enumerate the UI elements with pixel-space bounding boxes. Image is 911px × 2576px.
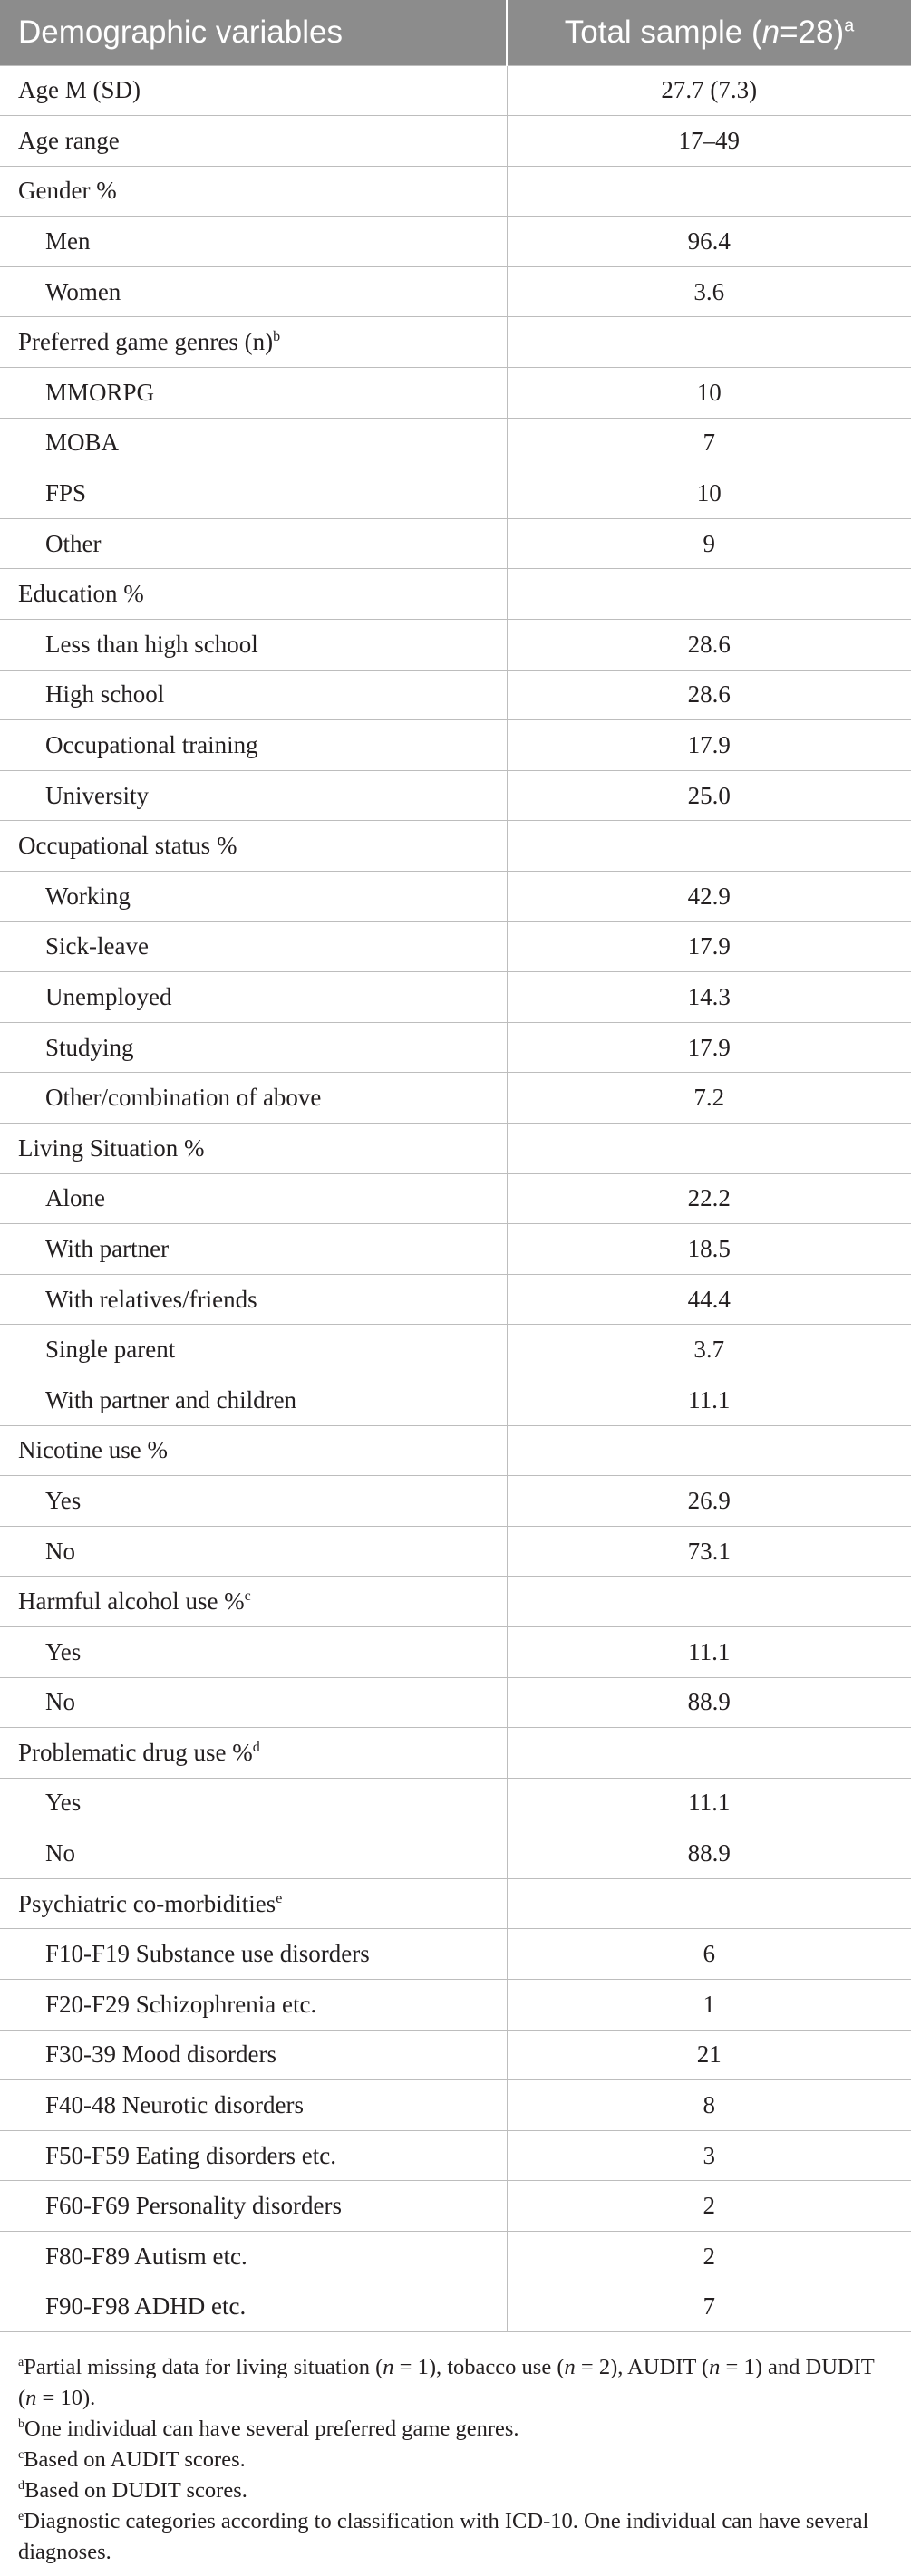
table-row — [0, 821, 911, 872]
row-label-cell — [0, 720, 507, 771]
table-footnotes — [0, 2332, 911, 2568]
row-label: MOBA — [45, 429, 120, 457]
row-label: Alone — [45, 1184, 105, 1212]
row-value: 10 — [507, 368, 911, 419]
row-label-cell — [0, 217, 507, 267]
table-row — [0, 921, 911, 972]
footnote-d — [18, 2475, 893, 2506]
table-row — [0, 1224, 911, 1275]
row-label: Occupational training — [45, 731, 258, 759]
row-footnote-mark: b — [273, 329, 281, 345]
row-label-cell — [0, 972, 507, 1023]
footnote-a — [18, 2352, 893, 2414]
row-label-cell — [0, 1425, 507, 1476]
row-value: 21 — [507, 2030, 911, 2080]
row-value: 26.9 — [507, 1476, 911, 1527]
row-value: 96.4 — [507, 217, 911, 267]
footnote-c-text: Based on AUDIT scores. — [24, 2447, 246, 2473]
row-label: MMORPG — [45, 378, 155, 406]
row-label-cell — [0, 166, 507, 217]
row-value — [507, 1123, 911, 1173]
row-label: F90-F98 ADHD etc. — [45, 2292, 247, 2320]
table-row — [0, 2080, 911, 2131]
row-label: F10-F19 Substance use disorders — [45, 1940, 370, 1968]
row-label-cell — [0, 2232, 507, 2282]
row-label: No — [45, 1839, 75, 1867]
row-value: 11.1 — [507, 1778, 911, 1828]
row-label: F50-F59 Eating disorders etc. — [45, 2141, 336, 2169]
table-row — [0, 518, 911, 569]
row-label-cell — [0, 65, 507, 116]
table-row — [0, 1375, 911, 1425]
row-value — [507, 1728, 911, 1779]
row-label-cell — [0, 620, 507, 671]
row-label: High school — [45, 680, 165, 709]
table-body — [0, 65, 911, 2332]
footnote-e-text: Diagnostic categories according to classification with ICD-10. One individual can have several diagnoses. — [18, 2509, 869, 2565]
row-label-cell — [0, 368, 507, 419]
table-row — [0, 2130, 911, 2181]
row-value: 11.1 — [507, 1626, 911, 1677]
table-row — [0, 770, 911, 821]
row-label: Sick-leave — [45, 932, 149, 960]
footnote-c-mark: c — [18, 2448, 24, 2463]
row-value — [507, 1425, 911, 1476]
row-label: Yes — [45, 1637, 82, 1665]
row-label-cell — [0, 1980, 507, 2031]
row-label: University — [45, 781, 149, 809]
row-label-cell — [0, 518, 507, 569]
row-label-cell — [0, 1728, 507, 1779]
row-label: F60-F69 Personality disorders — [45, 2192, 342, 2220]
header-total-sample-suffix: =28) — [780, 14, 845, 50]
table-row — [0, 1425, 911, 1476]
row-value — [507, 317, 911, 368]
table-row — [0, 166, 911, 217]
footnote-e-mark: e — [18, 2510, 24, 2524]
footnote-d-text: Based on DUDIT scores. — [24, 2478, 247, 2504]
table-row — [0, 1677, 911, 1728]
row-label: Preferred game genres (n) — [18, 328, 274, 356]
row-value: 11.1 — [507, 1375, 911, 1425]
table-row — [0, 2282, 911, 2332]
row-label: Other/combination of above — [45, 1084, 322, 1112]
row-label-cell — [0, 266, 507, 317]
row-value — [507, 166, 911, 217]
row-label-cell — [0, 1123, 507, 1173]
row-value: 3.6 — [507, 266, 911, 317]
row-label-cell — [0, 1929, 507, 1980]
row-label-cell — [0, 872, 507, 922]
row-label-cell — [0, 821, 507, 872]
row-label-cell — [0, 1626, 507, 1677]
row-label: F40-48 Neurotic disorders — [45, 2091, 304, 2119]
table-row — [0, 368, 911, 419]
row-value: 7 — [507, 418, 911, 468]
row-label-cell — [0, 1073, 507, 1124]
table-row — [0, 620, 911, 671]
row-value: 42.9 — [507, 872, 911, 922]
row-value: 3 — [507, 2130, 911, 2181]
row-label-cell — [0, 1476, 507, 1527]
row-value: 28.6 — [507, 670, 911, 720]
row-value: 73.1 — [507, 1526, 911, 1577]
row-value: 2 — [507, 2232, 911, 2282]
row-footnote-mark: c — [244, 1588, 251, 1605]
footnote-c — [18, 2445, 893, 2475]
row-label: Less than high school — [45, 630, 258, 658]
table-row — [0, 1980, 911, 2031]
row-label: Other — [45, 529, 102, 557]
row-label-cell — [0, 1778, 507, 1828]
row-label: F80-F89 Autism etc. — [45, 2242, 247, 2270]
footnote-a-text-1: Partial missing data for living situation ( — [24, 2355, 383, 2380]
row-value — [507, 569, 911, 620]
table-row — [0, 1828, 911, 1879]
footnote-b — [18, 2414, 893, 2445]
table-row — [0, 1577, 911, 1627]
row-label-cell — [0, 317, 507, 368]
footnote-e — [18, 2506, 893, 2568]
row-value: 17–49 — [507, 116, 911, 167]
table-row — [0, 670, 911, 720]
row-label: Yes — [45, 1789, 82, 1817]
table-row — [0, 872, 911, 922]
row-label-cell — [0, 1274, 507, 1325]
table-row — [0, 317, 911, 368]
row-label-cell — [0, 1577, 507, 1627]
header-total-sample-prefix: Total sample ( — [564, 14, 762, 50]
footnote-a-n2: n — [564, 2355, 576, 2380]
table-header-row — [0, 0, 911, 65]
row-value: 44.4 — [507, 1274, 911, 1325]
row-value: 17.9 — [507, 720, 911, 771]
row-label: FPS — [45, 479, 87, 507]
row-label: No — [45, 1688, 75, 1716]
table-row — [0, 1476, 911, 1527]
row-label: Single parent — [45, 1336, 176, 1364]
row-label: Occupational status % — [18, 832, 237, 860]
row-label-cell — [0, 1022, 507, 1073]
table-row — [0, 1173, 911, 1224]
row-label-cell — [0, 1224, 507, 1275]
row-value — [507, 821, 911, 872]
row-value: 18.5 — [507, 1224, 911, 1275]
row-value: 6 — [507, 1929, 911, 1980]
table-row — [0, 1878, 911, 1929]
footnote-b-text: One individual can have several preferred game genres. — [24, 2417, 519, 2442]
row-label-cell — [0, 1677, 507, 1728]
table-row — [0, 720, 911, 771]
row-value: 88.9 — [507, 1677, 911, 1728]
footnote-a-text-4: = 1) and DUDIT ( — [18, 2355, 875, 2411]
row-value: 9 — [507, 518, 911, 569]
row-label-cell — [0, 1526, 507, 1577]
row-label: Gender % — [18, 177, 117, 205]
table-row — [0, 468, 911, 519]
row-label-cell — [0, 569, 507, 620]
table-row — [0, 1022, 911, 1073]
row-value: 2 — [507, 2181, 911, 2232]
footnote-a-text-2: = 1), tobacco use ( — [393, 2355, 565, 2380]
header-demographic-variables: Demographic variables — [0, 0, 507, 65]
row-value: 7 — [507, 2282, 911, 2332]
row-value: 17.9 — [507, 921, 911, 972]
row-label: With partner — [45, 1234, 170, 1262]
row-label-cell — [0, 1325, 507, 1375]
header-n: n — [761, 14, 780, 50]
row-label: Studying — [45, 1033, 134, 1061]
row-value: 14.3 — [507, 972, 911, 1023]
row-value: 22.2 — [507, 1173, 911, 1224]
footnote-a-n1: n — [383, 2355, 394, 2380]
table-row — [0, 1325, 911, 1375]
row-value: 7.2 — [507, 1073, 911, 1124]
row-label-cell — [0, 670, 507, 720]
row-label-cell — [0, 921, 507, 972]
row-label: No — [45, 1537, 75, 1565]
row-label: F20-F29 Schizophrenia etc. — [45, 1990, 317, 2018]
row-value: 10 — [507, 468, 911, 519]
table-row — [0, 266, 911, 317]
footnote-a-text-3: = 2), AUDIT ( — [575, 2355, 710, 2380]
row-label: Age range — [18, 126, 120, 154]
row-value: 27.7 (7.3) — [507, 65, 911, 116]
row-label-cell — [0, 418, 507, 468]
row-label: Harmful alcohol use % — [18, 1587, 245, 1616]
header-total-sample — [507, 0, 911, 65]
row-value: 1 — [507, 1980, 911, 2031]
row-label: F30-39 Mood disorders — [45, 2041, 276, 2069]
row-label: Nicotine use % — [18, 1436, 168, 1464]
row-label: Living Situation % — [18, 1134, 205, 1162]
row-value: 88.9 — [507, 1828, 911, 1879]
table-row — [0, 217, 911, 267]
table-row — [0, 1728, 911, 1779]
row-label: Age M (SD) — [18, 76, 141, 104]
table-row — [0, 418, 911, 468]
table-row — [0, 1778, 911, 1828]
row-label-cell — [0, 770, 507, 821]
row-value: 8 — [507, 2080, 911, 2131]
row-label-cell — [0, 1173, 507, 1224]
table-row — [0, 1274, 911, 1325]
row-label: Men — [45, 227, 91, 256]
row-value: 17.9 — [507, 1022, 911, 1073]
row-value — [507, 1577, 911, 1627]
footnote-a-n4: n — [25, 2386, 37, 2411]
row-label: With relatives/friends — [45, 1285, 257, 1313]
row-label-cell — [0, 116, 507, 167]
row-footnote-mark: d — [252, 1739, 260, 1755]
table-row — [0, 1626, 911, 1677]
row-label-cell — [0, 1878, 507, 1929]
table-row — [0, 1123, 911, 1173]
table-row — [0, 2181, 911, 2232]
footnote-a-n3: n — [709, 2355, 721, 2380]
row-label-cell — [0, 2030, 507, 2080]
row-label-cell — [0, 2080, 507, 2131]
row-footnote-mark: e — [276, 1890, 283, 1906]
row-label: Working — [45, 882, 131, 910]
table-row — [0, 1929, 911, 1980]
table-row — [0, 569, 911, 620]
table-row — [0, 1526, 911, 1577]
table-row — [0, 972, 911, 1023]
footnote-d-mark: d — [18, 2479, 24, 2494]
row-label: Yes — [45, 1486, 82, 1514]
row-value — [507, 1878, 911, 1929]
row-label: Psychiatric co-morbidities — [18, 1889, 276, 1917]
row-label: Women — [45, 277, 121, 305]
footnote-a-mark: a — [18, 2356, 24, 2370]
row-label: Problematic drug use % — [18, 1738, 253, 1766]
row-label: Unemployed — [45, 982, 172, 1010]
row-value: 28.6 — [507, 620, 911, 671]
row-value: 3.7 — [507, 1325, 911, 1375]
table-row — [0, 2232, 911, 2282]
row-label-cell — [0, 1828, 507, 1879]
table-row — [0, 65, 911, 116]
row-label: Education % — [18, 580, 144, 608]
footnote-a-text-5: = 10). — [36, 2386, 96, 2411]
footnote-b-mark: b — [18, 2417, 24, 2432]
row-label: With partner and children — [45, 1385, 297, 1413]
table-row — [0, 2030, 911, 2080]
row-value: 25.0 — [507, 770, 911, 821]
row-label-cell — [0, 2181, 507, 2232]
row-label-cell — [0, 1375, 507, 1425]
table-row — [0, 1073, 911, 1124]
row-label-cell — [0, 2130, 507, 2181]
header-footnote-mark: a — [844, 15, 855, 36]
row-label-cell — [0, 2282, 507, 2332]
row-label-cell — [0, 468, 507, 519]
table-row — [0, 116, 911, 167]
